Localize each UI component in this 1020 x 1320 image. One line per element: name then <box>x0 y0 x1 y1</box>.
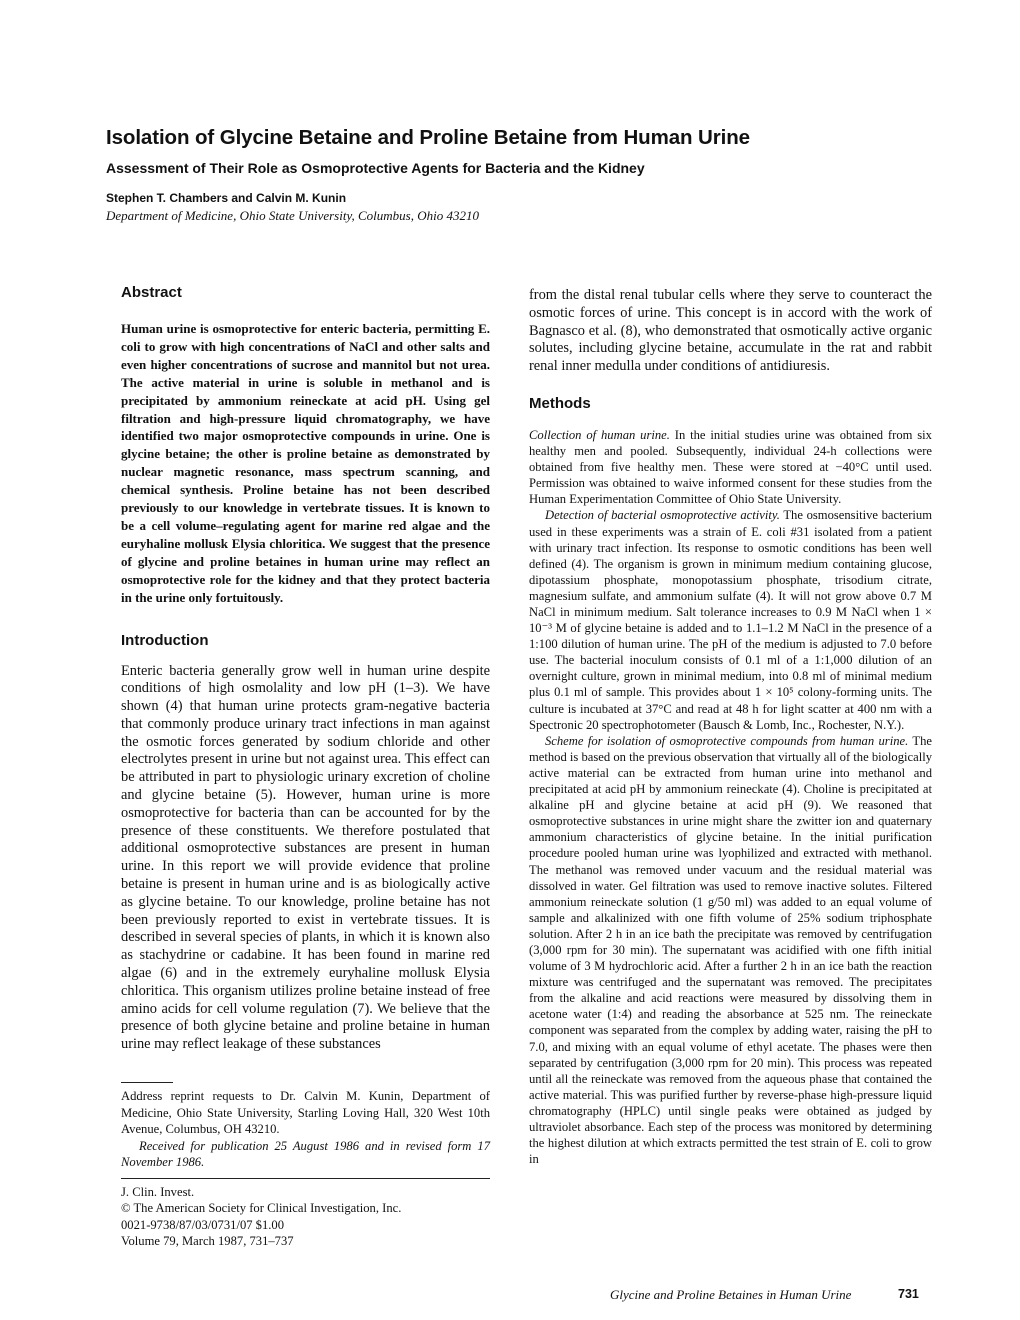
methods-paragraph-scheme <box>529 733 932 1168</box>
introduction-text: Enteric bacteria generally grow well in human urine despite conditions of high osmolality and low pH (1–3). We have shown (4) that human urine protects gram-negative bacteria that commonly produce urinary tract infections in man against the osmotic forces generated by sodium chloride and other electrolytes present in urine but not against urea. This effect can be attributed in part to physiologic urinary excretion of choline and glycine betaine (5). However, human urine is more osmoprotective for bacteria than can be accounted for by the presence of these constituents. We therefore postulated that additional osmoprotective substances are present in human urine. In this report we will provide evidence that proline betaine is present in human urine and is as biologically active as glycine betaine. To our knowledge, proline betaine has not been previously reported to exist in vertebrate tissues. It is described in several species of plants, in which it is known also as stachydrine or cadabine. It has been found in marine red algae (6) and in the extremely euryhaline mollusk Elysia chloritica. This organism utilizes proline betaine instead of free amino acids for cell volume regulation (7). We believe that the presence of both glycine betaine and proline betaine in human urine may reflect leakage of these substances <box>121 662 490 1053</box>
footnote-divider <box>121 1082 173 1083</box>
copyright-line: © The American Society for Clinical Investigation, Inc. <box>121 1201 402 1216</box>
methods-heading: Methods <box>529 394 591 412</box>
introduction-continued-text: from the distal renal tubular cells where they serve to counteract the osmotic forces of urine. This concept is in accord with the work of Bagnasco et al. (8), who demonstrated that osmotically active organic solutes, including glycine betaine, accumulate in the rat and rabbit renal inner medulla under conditions of antidiuresis. <box>529 287 932 375</box>
received-date-footnote: Received for publication 25 August 1986 and in revised form 17 November 1986. <box>121 1138 490 1170</box>
abstract-heading: Abstract <box>121 284 182 301</box>
introduction-heading: Introduction <box>121 631 209 649</box>
article-subtitle: Assessment of Their Role as Osmoprotective Agents for Bacteria and the Kidney <box>106 160 645 176</box>
collection-subheading: Collection of human urine. <box>529 427 670 442</box>
reprint-request-footnote: Address reprint requests to Dr. Calvin M. Kunin, Department of Medicine, Ohio State University, Starling Loving Hall, 320 West 10th Avenue, Columbus, OH 43210. <box>121 1089 490 1137</box>
volume-info: Volume 79, March 1987, 731–737 <box>121 1234 294 1249</box>
scheme-text: The method is based on the previous observation that virtually all of the biologically active material can be extracted from human urine into methanol and precipitated at acid pH by ammonium reineckate (4). Choline is precipitated at alkaline pH and glycine betaine at acid pH (9). We reasoned that osmoprotective substances in urine might share the zwitter ion and quaternary ammonium characteristics of glycine betaine. In the initial purification procedure pooled human urine was lyophilized and extracted with methanol. The methanol was removed under vacuum and the residual material was dissolved in water. Gel filtration was used to remove inactive solutes. Filtered ammonium reineckate solution (1 g/50 ml) was added to an equal volume of sample and alkalinized with one fifth volume of 25% sodium triphosphate solution. After 2 h in an ice bath the precipitate was removed by centrifugation (3,000 rpm for 30 min). The supernatant was acidified with one fifth initial volume of 3 M hydrochloric acid. After a further 2 h in an ice bath the reaction mixture was centrifuged and the supernatant was removed. The precipitates from the alkaline and acid reactions were measured by dissolving them in acetone water (1:4) and reading the absorbance at 525 nm. The reineckate component was separated from the complex by adding water, raising the pH to 7.0, and mixing with an equal volume of ethyl acetate. The phases were then separated by centrifugation (3,000 rpm for 20 min). This process was repeated until all the reineckate was removed from the aqueous phase that contained the active material. This was purified further by reverse-phase high-pressure liquid chromatography (HPLC) until single peaks were obtained as judged by ultraviolet absorbance. Each step of the process was monitored by determining the highest dilution at which extracts permitted the test strain of E. coli to grow in <box>529 733 932 1167</box>
citation-divider <box>121 1178 490 1179</box>
left-column <box>121 284 490 1250</box>
running-head: Glycine and Proline Betaines in Human Urine <box>610 1287 852 1302</box>
article-title: Isolation of Glycine Betaine and Proline Betaine from Human Urine <box>106 126 750 149</box>
journal-name: J. Clin. Invest. <box>121 1184 195 1199</box>
methods-paragraph-detection <box>529 507 932 732</box>
article-code: 0021-9738/87/03/0731/07 $1.00 <box>121 1217 285 1232</box>
collection-text: In the initial studies urine was obtained from six healthy men and pooled. Subsequently, individual 24-h collections were obtained from five healthy men. These were stored at −40°C until used. Permission was obtained to waive informed consent for these studies from the Human Experimentation Committee of Ohio State University. <box>529 427 932 507</box>
detection-subheading: Detection of bacterial osmoprotective activity. <box>545 508 780 523</box>
detection-text: The osmosensitive bacterium used in these experiments was a strain of E. coli #31 isolated from a patient with urinary tract infection. Its response to osmotic conditions has been well defined (4). The organism is grown in minimum medium containing glucose, dipotassium phosphate, monopotassium phosphate, trisodium citrate, magnesium sulfate, and ammonium sulfate (4). It will not grow above 0.7 M NaCl in minimum medium. Salt tolerance increases to 0.9 M NaCl when 1 × 10⁻³ M of glycine betaine is added and to 1.1–1.2 M NaCl in the presence of a 1:100 dilution of human urine. The pH of the medium is adjusted to 7.0 before use. The bacterial inoculum consists of 0.1 ml of a 1:1,000 dilution of an overnight culture, grown in minimal medium, into 0.8 ml of minimal medium plus 0.1 ml of sample. This provides about 1 × 10⁵ colony-forming units. The culture is incubated at 37°C and read at 48 h for light scatter at 400 nm with a Spectronic 20 spectrophotometer (Bausch & Lomb, Inc., Rochester, N.Y.). <box>529 508 932 732</box>
right-column <box>529 287 932 1167</box>
methods-paragraph-collection <box>529 427 932 507</box>
page-number: 731 <box>898 1287 919 1301</box>
author-affiliation: Department of Medicine, Ohio State University, Columbus, Ohio 43210 <box>106 208 479 223</box>
abstract-text: Human urine is osmoprotective for enteric bacteria, permitting E. coli to grow with high concentrations of NaCl and other salts and even higher concentrations of sucrose and mannitol but not urea. The active material in urine is soluble in methanol and is precipitated by ammonium reineckate at acid pH. Using gel filtration and high-pressure liquid chromatography, we have identified two major osmoprotective compounds in urine. One is glycine betaine; the other is proline betaine as demonstrated by nuclear magnetic resonance, mass spectrum scanning, and chemical synthesis. Proline betaine has not been described previously to our knowledge in vertebrate tissues. It is known to be a cell volume–regulating agent for marine red algae and the euryhaline mollusk Elysia chloritica. We suggest that the presence of glycine and proline betaines in human urine may reflect an osmoprotective role for the kidney and that they protect bacteria in the urine only fortuitously. <box>121 321 490 605</box>
author-list: Stephen T. Chambers and Calvin M. Kunin <box>106 191 347 205</box>
scheme-subheading: Scheme for isolation of osmoprotective compounds from human urine. <box>545 733 909 748</box>
